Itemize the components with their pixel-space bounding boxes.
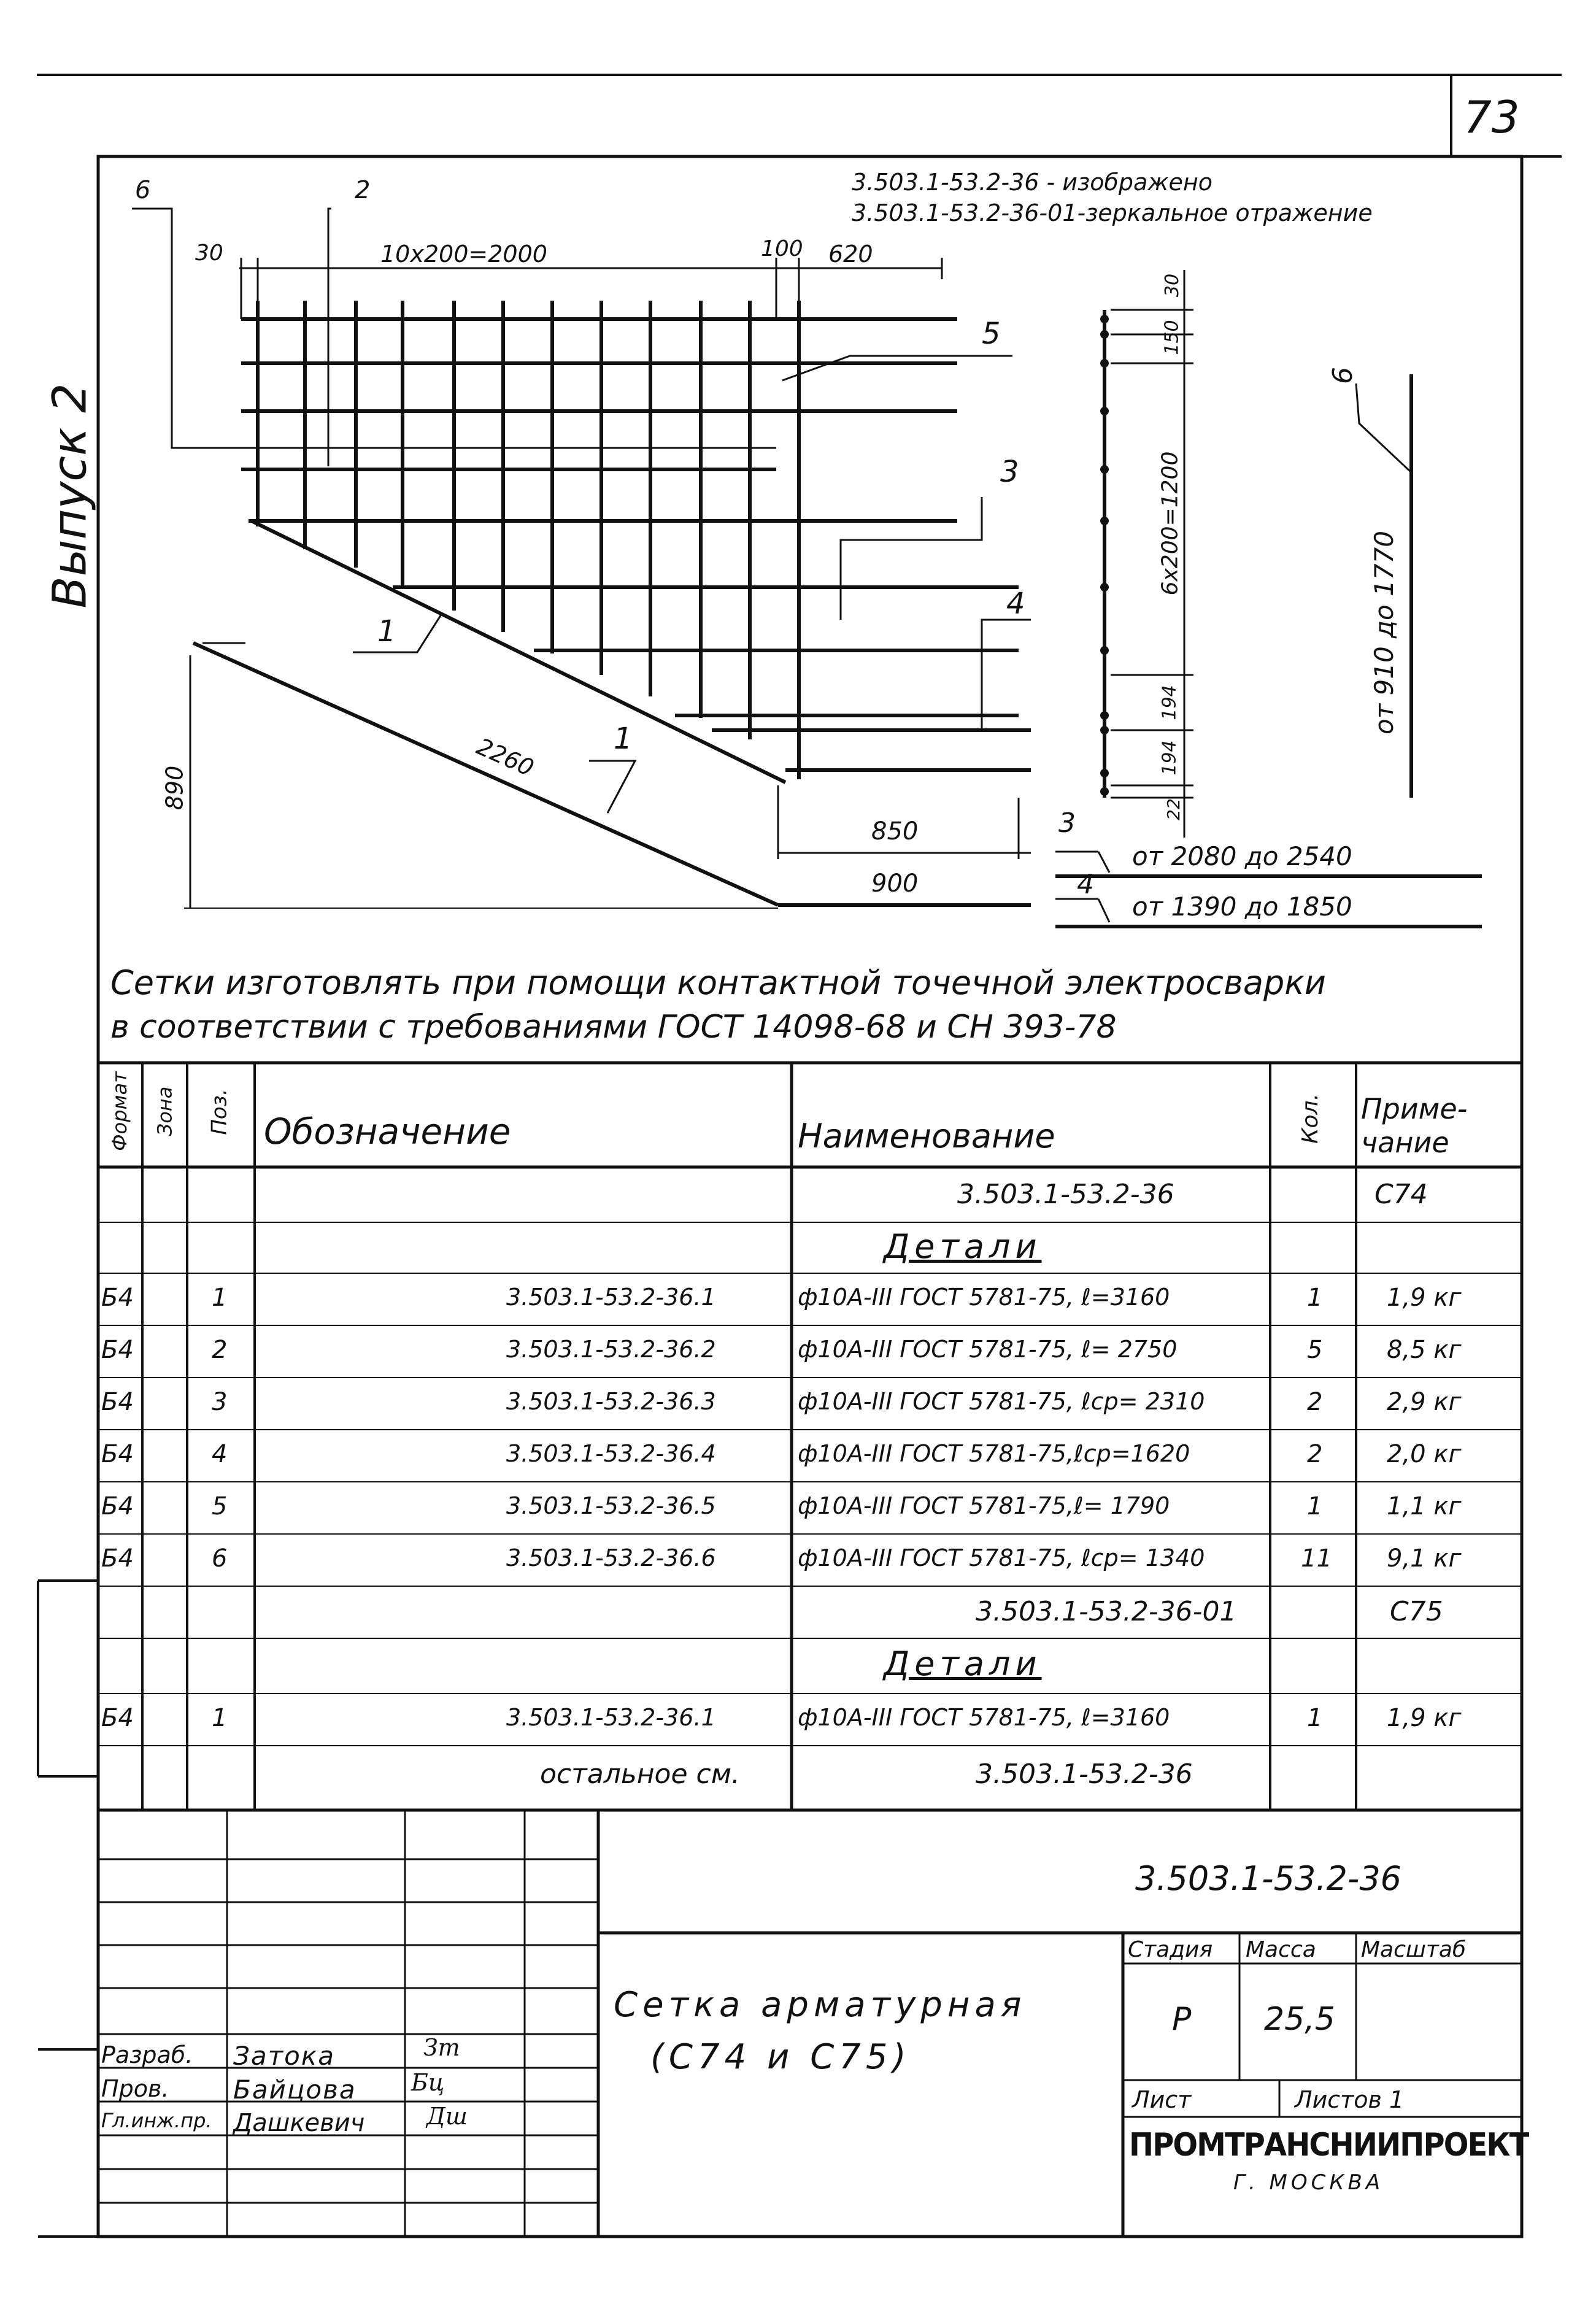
spec-row-7-qty: 11 [1301,1544,1332,1573]
dim-900: 900 [871,869,919,898]
spec-header-note: Приме-чание [1361,1092,1468,1160]
spec-row-5-qty: 2 [1307,1440,1323,1468]
role-0-name: Затока [233,2041,335,2071]
role-0: Разраб. [101,2041,193,2068]
spec-row-2-format: Б4 [101,1284,134,1312]
spec-row-2-note: 1,9 кг [1387,1284,1462,1312]
spec-row-10-name: ф10А-III ГОСТ 5781-75, ℓ=3160 [798,1704,1170,1731]
spec-row-10-pos: 1 [212,1704,228,1732]
dim-grid: 10х200=2000 [380,241,547,268]
spec-row-2-pos: 1 [212,1284,228,1312]
position-2-label: 2 [355,176,371,204]
spec-row-2-designation: 3.503.1-53.2-36.1 [506,1284,716,1311]
spec-row-7-pos: 6 [212,1544,228,1573]
dim-890: 890 [161,765,188,811]
org-city: Г. МОСКВА [1233,2170,1384,2195]
spec-row-3-name: ф10А-III ГОСТ 5781-75, ℓ= 2750 [798,1336,1178,1363]
header-note-line1: 3.503.1-53.2-36 - изображено [852,169,1212,196]
side-dim-grid: 6х200=1200 [1157,451,1183,596]
spec-row-6-qty: 1 [1307,1492,1323,1520]
bar4-length: от 1390 до 1850 [1132,892,1352,922]
role-2-signature: Дш [426,2103,468,2130]
note-line2: в соответствии с требованиями ГОСТ 14098-68 и СН 393-78 [110,1009,1117,1046]
side-dim-30: 30 [1162,273,1184,298]
spec-row-8-name: 3.503.1-53.2-36-01 [976,1596,1237,1627]
spec-row-5-format: Б4 [101,1440,134,1468]
spec-row-10-qty: 1 [1307,1704,1323,1732]
spec-row-1-name: Детали [884,1227,1042,1266]
spec-row-11-designation: остальное см. [540,1759,740,1790]
spec-row-6-note: 1,1 кг [1387,1492,1462,1520]
spec-row-6-format: Б4 [101,1492,134,1520]
spec-row-4-designation: 3.503.1-53.2-36.3 [506,1388,716,1415]
spec-row-3-format: Б4 [101,1336,134,1364]
spec-row-2-name: ф10А-III ГОСТ 5781-75, ℓ=3160 [798,1284,1170,1311]
spec-row-4-pos: 3 [212,1388,228,1416]
spec-grid [98,1063,1522,1810]
side-dim-150: 150 [1161,320,1183,355]
role-2: Гл.инж.пр. [101,2109,212,2132]
side-dim-194a: 194 [1158,685,1181,720]
spec-header-format: Формат [107,1071,131,1151]
role-0-signature: Зт [423,2034,460,2061]
spec-row-3-qty: 5 [1307,1336,1323,1364]
mass-value: 25,5 [1264,2001,1335,2038]
header-note-line2: 3.503.1-53.2-36-01-зеркальное отражение [852,199,1373,226]
stage-label: Стадия [1128,1937,1213,1962]
sheet-label: Лист [1132,2086,1192,2113]
spec-row-5-name: ф10А-III ГОСТ 5781-75,ℓср=1620 [798,1440,1190,1467]
bar4-position: 4 [1077,869,1094,900]
position-6-label: 6 [135,176,151,204]
dimension-lines [132,209,1031,908]
position-4-label: 4 [1006,587,1025,621]
position-1a-label: 1 [377,614,396,649]
spec-row-2-qty: 1 [1307,1284,1323,1312]
mass-label: Масса [1246,1937,1316,1962]
bar6-length: от 910 до 1770 [1369,530,1400,735]
role-2-name: Дашкевич [233,2109,365,2137]
doc-code: 3.503.1-53.2-36 [1135,1859,1402,1898]
spec-row-10-designation: 3.503.1-53.2-36.1 [506,1704,716,1731]
position-3-label: 3 [1000,455,1019,489]
spec-header-pos: Поз. [207,1089,232,1135]
bar3-position: 3 [1058,807,1076,839]
spec-header-qty: Кол. [1298,1093,1324,1144]
org-name: ПРОМТРАНСНИИПРОЕКТ [1129,2127,1529,2164]
spec-header-designation: Обозначение [264,1111,511,1152]
spec-row-4-qty: 2 [1307,1388,1323,1416]
spec-row-6-designation: 3.503.1-53.2-36.5 [506,1492,716,1519]
spec-row-10-format: Б4 [101,1704,134,1732]
spec-row-7-designation: 3.503.1-53.2-36.6 [506,1544,716,1571]
page-number: 73 [1463,91,1520,143]
dim-850: 850 [871,817,919,846]
spec-row-3-note: 8,5 кг [1387,1336,1462,1364]
spec-row-3-designation: 3.503.1-53.2-36.2 [506,1336,716,1363]
mesh-drawing [241,301,1031,782]
spec-row-5-note: 2,0 кг [1387,1440,1462,1468]
spec-row-0-note: С74 [1374,1179,1428,1210]
bar3-length: от 2080 до 2540 [1132,841,1352,871]
spec-row-9-name: Детали [884,1644,1042,1683]
spec-row-6-pos: 5 [212,1492,228,1520]
spec-row-5-pos: 4 [212,1440,228,1468]
spec-row-3-pos: 2 [212,1336,228,1364]
spec-row-8-note: С75 [1390,1596,1443,1627]
side-dim-194b: 194 [1158,740,1181,776]
spec-row-4-format: Б4 [101,1388,134,1416]
spec-row-5-designation: 3.503.1-53.2-36.4 [506,1440,716,1467]
spec-row-10-note: 1,9 кг [1387,1704,1462,1732]
dim-100: 100 [761,236,803,261]
spec-row-7-format: Б4 [101,1544,134,1573]
position-5-label: 5 [982,317,1001,351]
dim-30: 30 [195,241,223,266]
role-1-signature: Бц [411,2069,445,2096]
spec-header-name: Наименование [798,1117,1055,1155]
spec-row-7-note: 9,1 кг [1387,1544,1462,1573]
bar6-position: 6 [1327,367,1359,384]
side-dim-22: 22 [1163,798,1184,820]
sheets-label: Листов 1 [1295,2086,1405,2113]
spec-row-7-name: ф10А-III ГОСТ 5781-75, ℓср= 1340 [798,1544,1205,1571]
spec-header-zone: Зона [153,1086,177,1136]
role-1-name: Байцова [233,2075,357,2105]
title-line1: Сетка арматурная [614,1985,1027,2025]
spec-row-11-name: 3.503.1-53.2-36 [976,1759,1193,1790]
dim-2260: 2260 [472,733,538,782]
spec-row-4-note: 2,9 кг [1387,1388,1462,1416]
note-line1: Сетки изготовлять при помощи контактной точечной электросварки [110,963,1326,1002]
dim-620: 620 [828,241,873,268]
title-line2: (С74 и С75) [650,2037,911,2077]
position-1b-label: 1 [614,722,633,756]
side-label: Выпуск 2 [42,383,97,609]
role-1: Пров. [101,2075,169,2102]
stage-value: Р [1172,2001,1192,2038]
scale-label: Масштаб [1361,1937,1467,1962]
spec-row-4-name: ф10А-III ГОСТ 5781-75, ℓср= 2310 [798,1388,1205,1415]
spec-row-6-name: ф10А-III ГОСТ 5781-75,ℓ= 1790 [798,1492,1170,1519]
spec-row-0-name: 3.503.1-53.2-36 [957,1179,1174,1210]
